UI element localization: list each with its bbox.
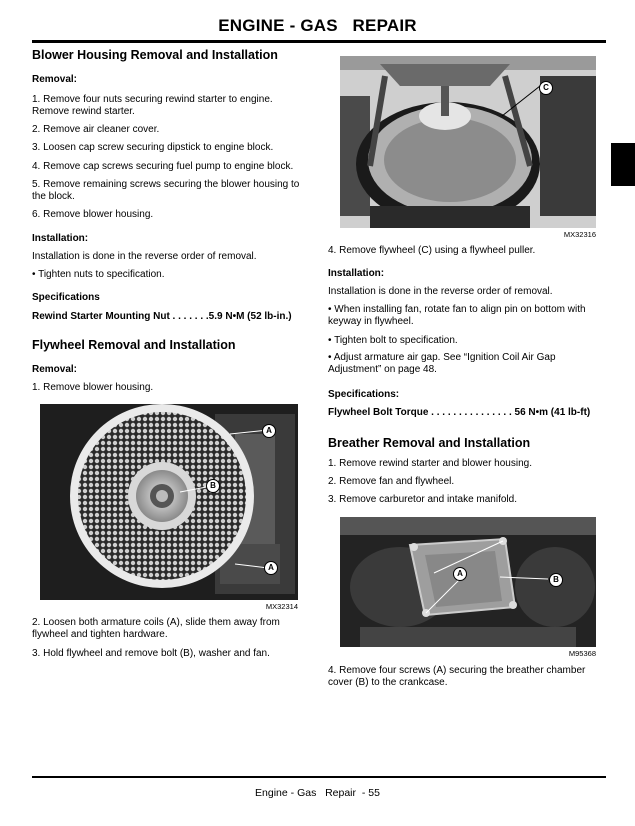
flywheel-removal-heading: Removal: xyxy=(32,364,78,375)
callout-c: C xyxy=(539,81,553,95)
flywheel-install-bullet-2: • Tighten bolt to specification. xyxy=(328,335,458,346)
section-thumb-tab xyxy=(611,143,635,186)
flywheel-install-heading: Installation: xyxy=(328,268,385,279)
footer-rule xyxy=(32,776,606,778)
callout-b: B xyxy=(206,479,220,493)
flywheel-step-4: 4. Remove flywheel (C) using a flywheel puller. xyxy=(328,245,536,256)
flywheel-install-bullet-3: • Adjust armature air gap. See “Ignition Coil Air Gap Adjustment” on page 48. xyxy=(328,352,556,375)
callout-a-upper: A xyxy=(262,424,276,438)
blower-step-6: 6. Remove blower housing. xyxy=(32,209,154,220)
breather-step-3: 3. Remove carburetor and intake manifold. xyxy=(328,494,517,505)
figure-3-caption: M95368 xyxy=(568,649,596,658)
flywheel-spec-line: Flywheel Bolt Torque . . . . . . . . . . . . . . . 56 N•m (41 lb-ft) xyxy=(328,407,591,418)
callout-b-breather: B xyxy=(549,573,563,587)
breather-step-2: 2. Remove fan and flywheel. xyxy=(328,476,455,487)
blower-section-title: Blower Housing Removal and Installation xyxy=(32,48,278,62)
breather-section-title: Breather Removal and Installation xyxy=(328,436,531,450)
callout-a-lower: A xyxy=(264,561,278,575)
callout-a-breather: A xyxy=(453,567,467,581)
blower-spec-line: Rewind Starter Mounting Nut . . . . . . .5.9 N•M (52 lb-in.) xyxy=(32,311,292,322)
blower-install-heading: Installation: xyxy=(32,233,89,244)
breather-step-4: 4. Remove four screws (A) securing the breather chamber cover (B) to the crankcase. xyxy=(328,665,586,688)
flywheel-step-1: 1. Remove blower housing. xyxy=(32,382,154,393)
figure-1-caption: MX32314 xyxy=(265,602,298,611)
blower-step-2: 2. Remove air cleaner cover. xyxy=(32,124,160,135)
blower-install-text: Installation is done in the reverse order of removal. xyxy=(32,251,257,262)
header-rule xyxy=(32,40,606,43)
blower-install-bullet: • Tighten nuts to specification. xyxy=(32,269,165,280)
blower-step-1: 1. Remove four nuts securing rewind starter to engine. Remove rewind starter. xyxy=(32,94,273,117)
flywheel-spec-heading: Specifications: xyxy=(328,389,400,400)
figure-breather-cover-photo xyxy=(340,517,596,647)
blower-step-4: 4. Remove cap screws securing fuel pump to engine block. xyxy=(32,161,294,172)
page-header-title: ENGINE - GAS REPAIR xyxy=(218,16,417,35)
figure-flywheel-puller-photo xyxy=(340,56,596,228)
blower-spec-heading: Specifications xyxy=(32,292,100,303)
figure-2-caption: MX32316 xyxy=(563,230,596,239)
blower-step-3: 3. Loosen cap screw securing dipstick to engine block. xyxy=(32,142,274,153)
breather-step-1: 1. Remove rewind starter and blower housing. xyxy=(328,458,532,469)
flywheel-install-bullet-1: • When installing fan, rotate fan to align pin on bottom with keyway in flywheel. xyxy=(328,304,586,327)
figure-flywheel-fan-photo xyxy=(40,404,298,600)
flywheel-step-3: 3. Hold flywheel and remove bolt (B), washer and fan. xyxy=(32,648,270,659)
flywheel-section-title: Flywheel Removal and Installation xyxy=(32,338,236,352)
flywheel-step-2: 2. Loosen both armature coils (A), slide them away from flywheel and tighten hardware. xyxy=(32,617,280,640)
flywheel-install-text: Installation is done in the reverse order of removal. xyxy=(328,286,553,297)
blower-removal-heading: Removal: xyxy=(32,74,78,85)
blower-step-5: 5. Remove remaining screws securing the blower housing to the block. xyxy=(32,179,300,202)
page-footer: Engine - Gas Repair - 55 xyxy=(255,787,380,799)
